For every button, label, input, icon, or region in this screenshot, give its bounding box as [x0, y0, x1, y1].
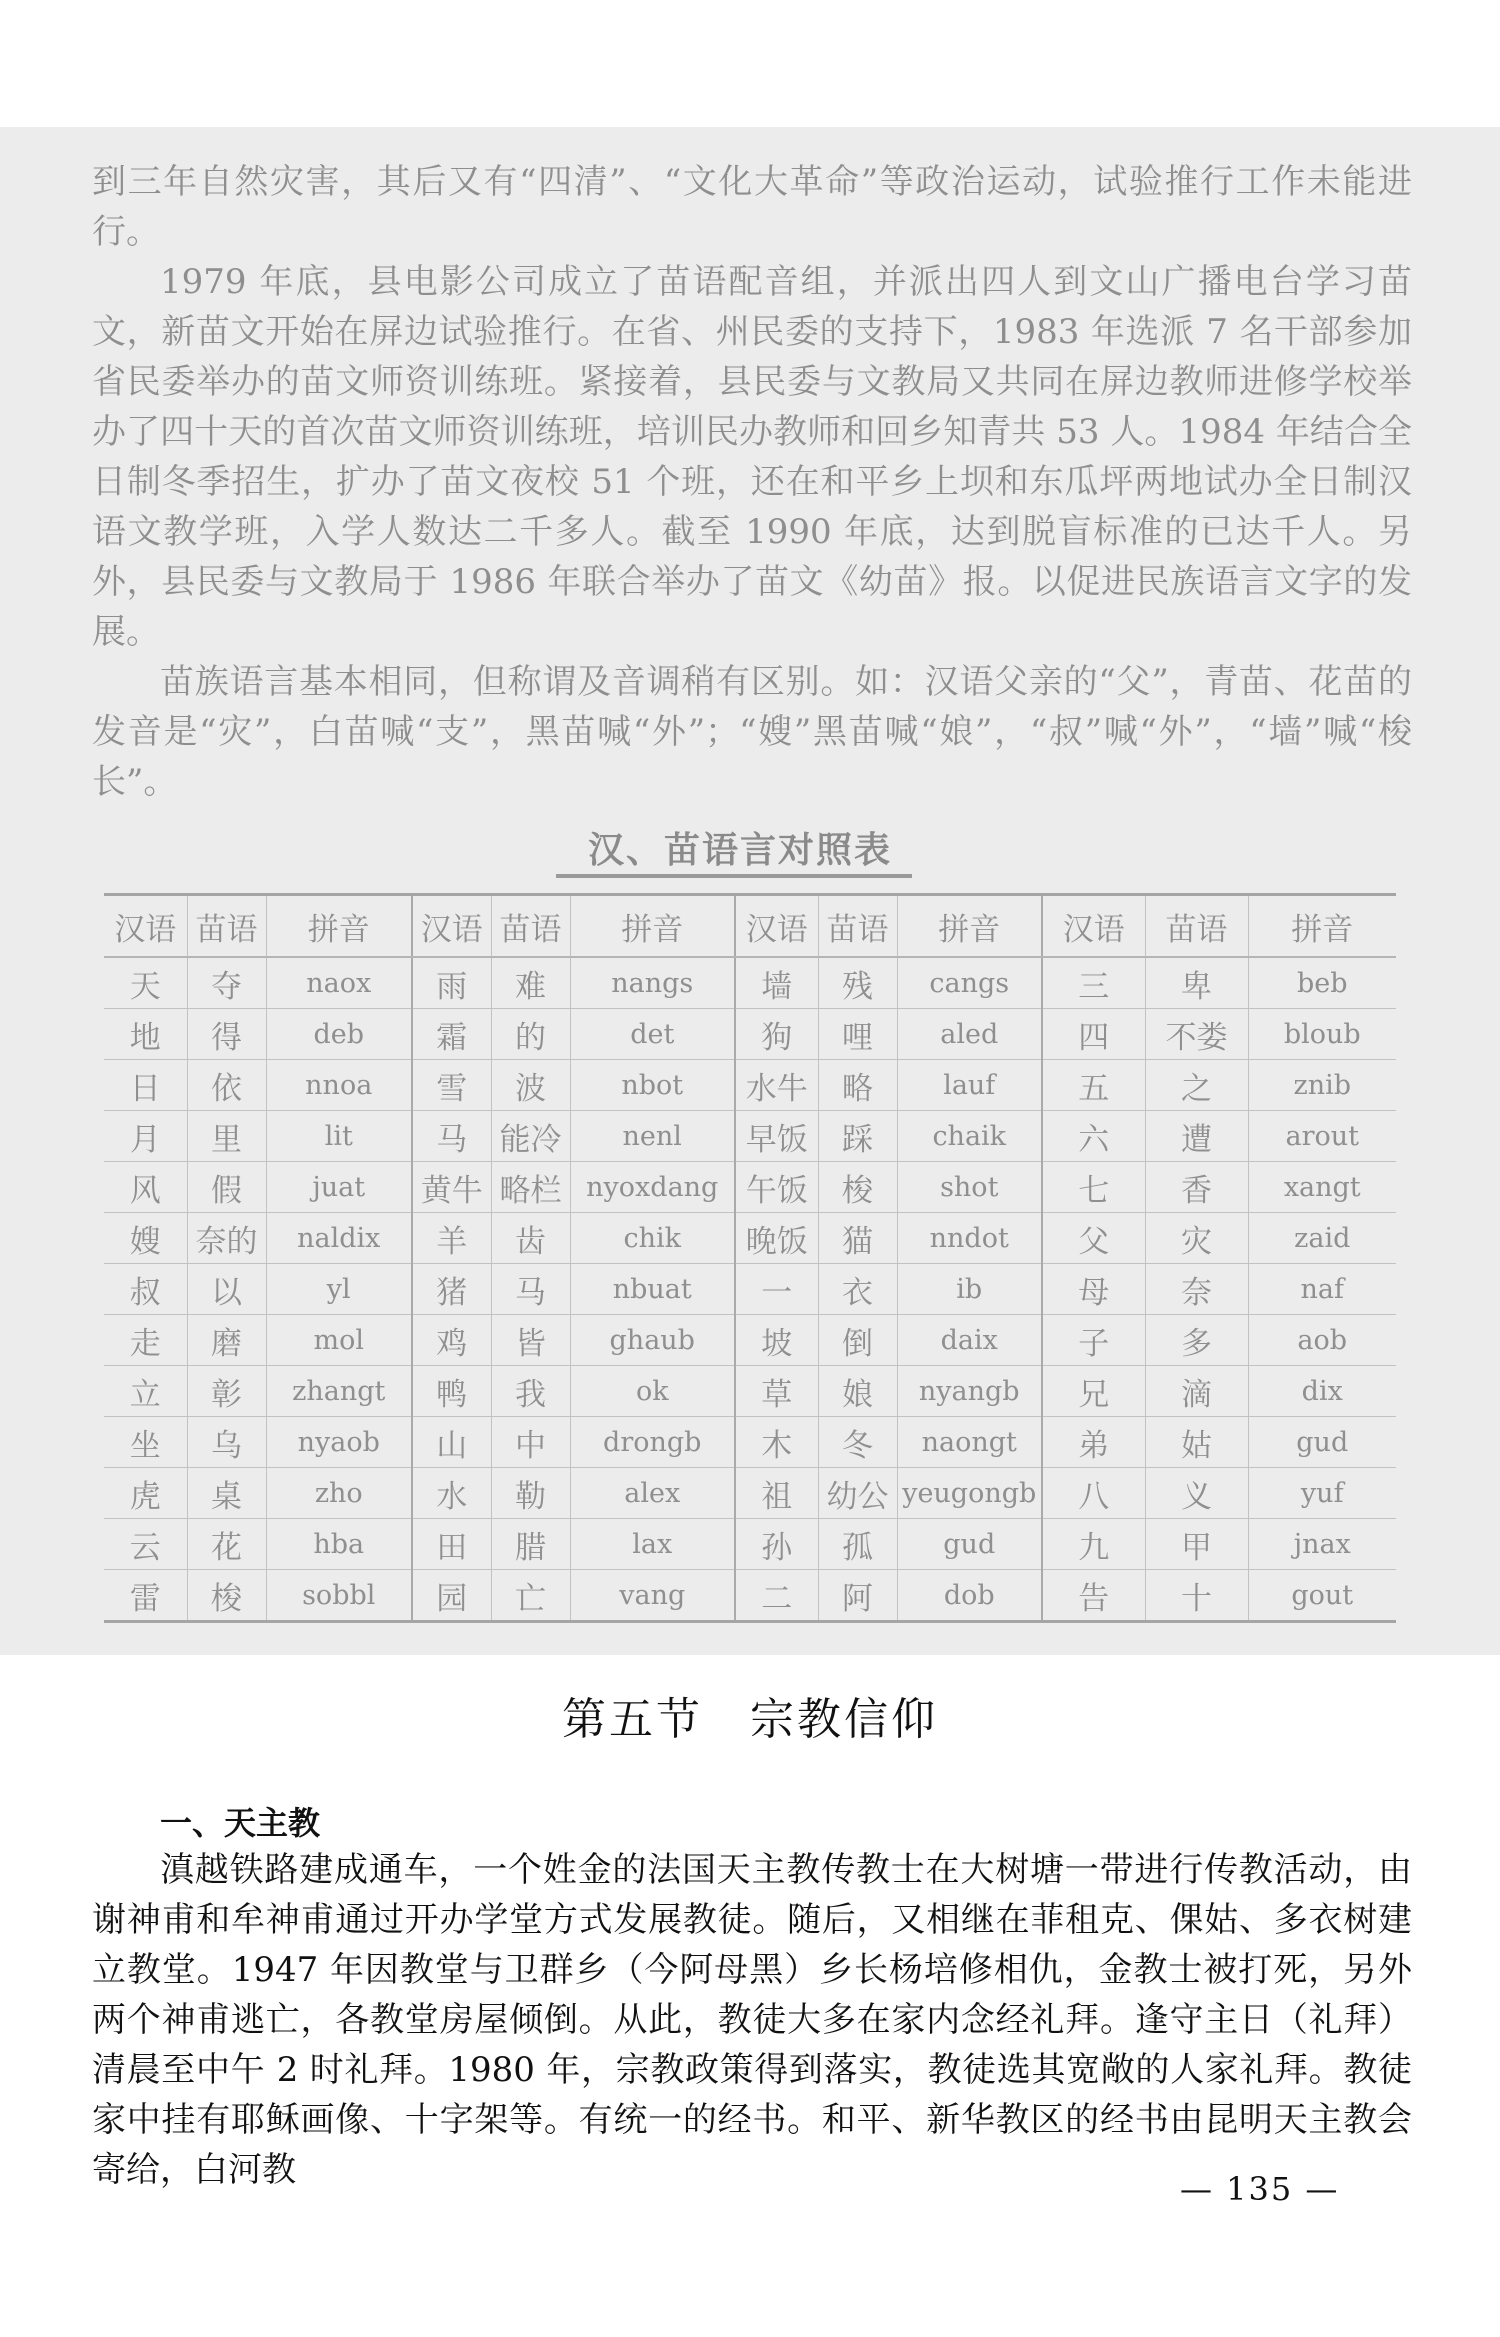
table-cell: 依: [187, 1060, 266, 1111]
table-cell: lax: [570, 1519, 735, 1570]
intro-text: [92, 157, 1412, 807]
table-cell: 鸡: [412, 1315, 491, 1366]
table-cell: 略: [818, 1060, 897, 1111]
table-cell: znib: [1248, 1060, 1396, 1111]
table-row: [104, 1366, 1396, 1417]
table-cell: beb: [1248, 957, 1396, 1009]
table-cell: 日: [104, 1060, 187, 1111]
table-cell: juat: [266, 1162, 412, 1213]
table-cell: aled: [897, 1009, 1042, 1060]
table-cell: 哩: [818, 1009, 897, 1060]
table-cell: 羊: [412, 1213, 491, 1264]
table-cell: nbuat: [570, 1264, 735, 1315]
table-cell: 卑: [1145, 957, 1248, 1009]
table-cell: ib: [897, 1264, 1042, 1315]
table-cell: zhangt: [266, 1366, 412, 1417]
table-cell: 遭: [1145, 1111, 1248, 1162]
table-cell: 娘: [818, 1366, 897, 1417]
section-title: 第五节 宗教信仰: [562, 1694, 938, 1745]
table-cell: 衣: [818, 1264, 897, 1315]
table-cell: 猪: [412, 1264, 491, 1315]
table-cell: 皆: [491, 1315, 570, 1366]
table-cell: lauf: [897, 1060, 1042, 1111]
table-header-cell: 汉语: [735, 895, 818, 958]
table-cell: hba: [266, 1519, 412, 1570]
table-cell: 虎: [104, 1468, 187, 1519]
table-cell: 兄: [1042, 1366, 1145, 1417]
table-cell: 花: [187, 1519, 266, 1570]
table-cell: 孙: [735, 1519, 818, 1570]
table-cell: 六: [1042, 1111, 1145, 1162]
table-cell: 的: [491, 1009, 570, 1060]
table-cell: gud: [897, 1519, 1042, 1570]
table-cell: gud: [1248, 1417, 1396, 1468]
table-cell: 雷: [104, 1570, 187, 1622]
table-cell: 风: [104, 1162, 187, 1213]
table-row: [104, 1111, 1396, 1162]
table-header-cell: 汉语: [104, 895, 187, 958]
table-cell: 幼公: [818, 1468, 897, 1519]
table-cell: 倒: [818, 1315, 897, 1366]
table-cell: dix: [1248, 1366, 1396, 1417]
table-cell: 狗: [735, 1009, 818, 1060]
table-cell: ok: [570, 1366, 735, 1417]
table-cell: 以: [187, 1264, 266, 1315]
table-header-cell: 汉语: [412, 895, 491, 958]
table-cell: 甲: [1145, 1519, 1248, 1570]
page-number: — 135 —: [1180, 2170, 1340, 2208]
table-cell: xangt: [1248, 1162, 1396, 1213]
table-cell: 梭: [187, 1570, 266, 1622]
table-cell: 夺: [187, 957, 266, 1009]
table-row: [104, 1162, 1396, 1213]
table-cell: 告: [1042, 1570, 1145, 1622]
table-title-underline: [556, 874, 912, 878]
table-cell: mol: [266, 1315, 412, 1366]
table-header-cell: 汉语: [1042, 895, 1145, 958]
intro-paragraph-3: 苗族语言基本相同，但称谓及音调稍有区别。如：汉语父亲的“父”，青苗、花苗的发音是“灾”，白苗喊“支”，黑苗喊“外”；“嫂”黑苗喊“娘”，“叔”喊“外”，“墙”喊“梭长”。: [92, 662, 1412, 802]
table-header-cell: 拼音: [897, 895, 1042, 958]
table-cell: chaik: [897, 1111, 1042, 1162]
table-cell: 祖: [735, 1468, 818, 1519]
table-cell: 孤: [818, 1519, 897, 1570]
table-header-row: [104, 895, 1396, 958]
table-cell: 里: [187, 1111, 266, 1162]
table-cell: 水: [412, 1468, 491, 1519]
table-cell: aob: [1248, 1315, 1396, 1366]
table-title: 汉、苗语言对照表: [587, 830, 892, 871]
table-header-cell: 苗语: [491, 895, 570, 958]
table-cell: det: [570, 1009, 735, 1060]
table-cell: 月: [104, 1111, 187, 1162]
table-cell: 霜: [412, 1009, 491, 1060]
table-cell: nangs: [570, 957, 735, 1009]
table-cell: 得: [187, 1009, 266, 1060]
table-cell: lit: [266, 1111, 412, 1162]
table-cell: shot: [897, 1162, 1042, 1213]
table-cell: jnax: [1248, 1519, 1396, 1570]
table-cell: 十: [1145, 1570, 1248, 1622]
table-cell: naongt: [897, 1417, 1042, 1468]
table-cell: 九: [1042, 1519, 1145, 1570]
intro-paragraph-1: 到三年自然灾害，其后又有“四清”、“文化大革命”等政治运动，试验推行工作未能进行。: [92, 162, 1412, 252]
table-header-cell: 苗语: [187, 895, 266, 958]
table-cell: 园: [412, 1570, 491, 1622]
table-cell: 四: [1042, 1009, 1145, 1060]
table-cell: dob: [897, 1570, 1042, 1622]
table-cell: bloub: [1248, 1009, 1396, 1060]
table-cell: 午饭: [735, 1162, 818, 1213]
table-header-cell: 拼音: [266, 895, 412, 958]
table-cell: 之: [1145, 1060, 1248, 1111]
table-row: [104, 1315, 1396, 1366]
table-cell: yuf: [1248, 1468, 1396, 1519]
table-cell: 二: [735, 1570, 818, 1622]
table-cell: zaid: [1248, 1213, 1396, 1264]
intro-paragraph-2: 1979 年底，县电影公司成立了苗语配音组，并派出四人到文山广播电台学习苗文，新苗文开始在屏边试验推行。在省、州民委的支持下，1983 年选派 7 名干部参加省民委举办的苗文师资训练班。紧接着，县民委与文教局又共同在屏边教师进修学校举办了四十天的首次苗文师资训练班，培训民办教师和回乡知青共 53 人。1984 年结合全日制冬季招生，扩办了苗文夜校 51 个班，还在和平乡上坝和东瓜坪两地试办全日制汉语文教学班，入学人数达二千多人。截至 1990 年底，达到脱盲标准的已达千人。另外，县民委与文教局于 1986 年联合举办了苗文《幼苗》报。以促进民族语言文字的发展。: [92, 262, 1412, 652]
table-cell: 走: [104, 1315, 187, 1366]
table-cell: 黄牛: [412, 1162, 491, 1213]
table-cell: 灾: [1145, 1213, 1248, 1264]
table-cell: 叔: [104, 1264, 187, 1315]
table-row: [104, 1519, 1396, 1570]
table-cell: alex: [570, 1468, 735, 1519]
table-header-cell: 苗语: [818, 895, 897, 958]
table-cell: 猫: [818, 1213, 897, 1264]
table-cell: naldix: [266, 1213, 412, 1264]
table-cell: 早饭: [735, 1111, 818, 1162]
table-cell: 桌: [187, 1468, 266, 1519]
table-cell: 马: [491, 1264, 570, 1315]
table-cell: naox: [266, 957, 412, 1009]
table-row: [104, 957, 1396, 1009]
table-body: [104, 957, 1396, 1622]
subsection-title: 一、天主教: [160, 1804, 321, 1842]
table-cell: 田: [412, 1519, 491, 1570]
table-cell: nyaob: [266, 1417, 412, 1468]
table-cell: 鸭: [412, 1366, 491, 1417]
table-cell: 齿: [491, 1213, 570, 1264]
table-cell: 八: [1042, 1468, 1145, 1519]
table-cell: gout: [1248, 1570, 1396, 1622]
table-cell: 阿: [818, 1570, 897, 1622]
table-cell: 地: [104, 1009, 187, 1060]
table-cell: 七: [1042, 1162, 1145, 1213]
table-cell: 子: [1042, 1315, 1145, 1366]
table-header-cell: 拼音: [570, 895, 735, 958]
table-cell: 水牛: [735, 1060, 818, 1111]
table-cell: 嫂: [104, 1213, 187, 1264]
table-cell: daix: [897, 1315, 1042, 1366]
table-cell: 三: [1042, 957, 1145, 1009]
table-cell: 奈的: [187, 1213, 266, 1264]
table-cell: 香: [1145, 1162, 1248, 1213]
table-cell: 亡: [491, 1570, 570, 1622]
table-cell: 滴: [1145, 1366, 1248, 1417]
table-cell: 母: [1042, 1264, 1145, 1315]
table-row: [104, 1009, 1396, 1060]
table-cell: sobbl: [266, 1570, 412, 1622]
table-cell: 坡: [735, 1315, 818, 1366]
table-cell: 晚饭: [735, 1213, 818, 1264]
table-cell: 踩: [818, 1111, 897, 1162]
table-cell: zho: [266, 1468, 412, 1519]
table-cell: 难: [491, 957, 570, 1009]
table-cell: chik: [570, 1213, 735, 1264]
language-comparison-table: [104, 893, 1396, 1623]
table-cell: 奈: [1145, 1264, 1248, 1315]
table-cell: 姑: [1145, 1417, 1248, 1468]
table-cell: 坐: [104, 1417, 187, 1468]
table-row: [104, 1417, 1396, 1468]
table-cell: yl: [266, 1264, 412, 1315]
table-cell: drongb: [570, 1417, 735, 1468]
table-cell: 波: [491, 1060, 570, 1111]
table-cell: nnoa: [266, 1060, 412, 1111]
table-cell: vang: [570, 1570, 735, 1622]
table-cell: cangs: [897, 957, 1042, 1009]
table-cell: 义: [1145, 1468, 1248, 1519]
table-header-cell: 拼音: [1248, 895, 1396, 958]
table-cell: nndot: [897, 1213, 1042, 1264]
table-row: [104, 1060, 1396, 1111]
table-cell: nbot: [570, 1060, 735, 1111]
table-cell: 墙: [735, 957, 818, 1009]
table-cell: 马: [412, 1111, 491, 1162]
table-cell: 假: [187, 1162, 266, 1213]
table-row: [104, 1213, 1396, 1264]
table-cell: 我: [491, 1366, 570, 1417]
table-cell: 腊: [491, 1519, 570, 1570]
table-cell: 五: [1042, 1060, 1145, 1111]
table-cell: 冬: [818, 1417, 897, 1468]
table-cell: 磨: [187, 1315, 266, 1366]
table-cell: 乌: [187, 1417, 266, 1468]
table-cell: nenl: [570, 1111, 735, 1162]
table-cell: 不娄: [1145, 1009, 1248, 1060]
table-cell: deb: [266, 1009, 412, 1060]
table-row: [104, 1264, 1396, 1315]
table-cell: 草: [735, 1366, 818, 1417]
table-cell: 雨: [412, 957, 491, 1009]
table-cell: 彰: [187, 1366, 266, 1417]
table-cell: 梭: [818, 1162, 897, 1213]
table-cell: 木: [735, 1417, 818, 1468]
table-cell: 云: [104, 1519, 187, 1570]
table-row: [104, 1570, 1396, 1622]
table-cell: 能冷: [491, 1111, 570, 1162]
table-cell: 天: [104, 957, 187, 1009]
table-cell: nyoxdang: [570, 1162, 735, 1213]
table-cell: 弟: [1042, 1417, 1145, 1468]
table-header-cell: 苗语: [1145, 895, 1248, 958]
table-cell: 一: [735, 1264, 818, 1315]
body-paragraph: 滇越铁路建成通车，一个姓金的法国天主教传教士在大树塘一带进行传教活动，由谢神甫和牟神甫通过开办学堂方式发展教徒。随后，又相继在菲租克、倮姑、多衣树建立教堂。1947 年因教堂与卫群乡（今阿母黑）乡长杨培修相仇，金教士被打死，另外两个神甫逃亡，各教堂房屋倾倒。从此，教徒大多在家内念经礼拜。逢守主日（礼拜）清晨至中午 2 时礼拜。1980 年，宗教政策得到落实，教徒选其宽敞的人家礼拜。教徒家中挂有耶稣画像、十字架等。有统一的经书。和平、新华教区的经书由昆明天主教会寄给，白河教: [92, 1850, 1412, 2190]
table-cell: nyangb: [897, 1366, 1042, 1417]
table-cell: 雪: [412, 1060, 491, 1111]
table-cell: 中: [491, 1417, 570, 1468]
table-cell: 残: [818, 957, 897, 1009]
table-cell: ghaub: [570, 1315, 735, 1366]
table-cell: naf: [1248, 1264, 1396, 1315]
table-cell: 多: [1145, 1315, 1248, 1366]
table-cell: 勒: [491, 1468, 570, 1519]
table-cell: 父: [1042, 1213, 1145, 1264]
table-cell: arout: [1248, 1111, 1396, 1162]
table-cell: 立: [104, 1366, 187, 1417]
table-cell: 略栏: [491, 1162, 570, 1213]
table-row: [104, 1468, 1396, 1519]
table-cell: yeugongb: [897, 1468, 1042, 1519]
table-cell: 山: [412, 1417, 491, 1468]
